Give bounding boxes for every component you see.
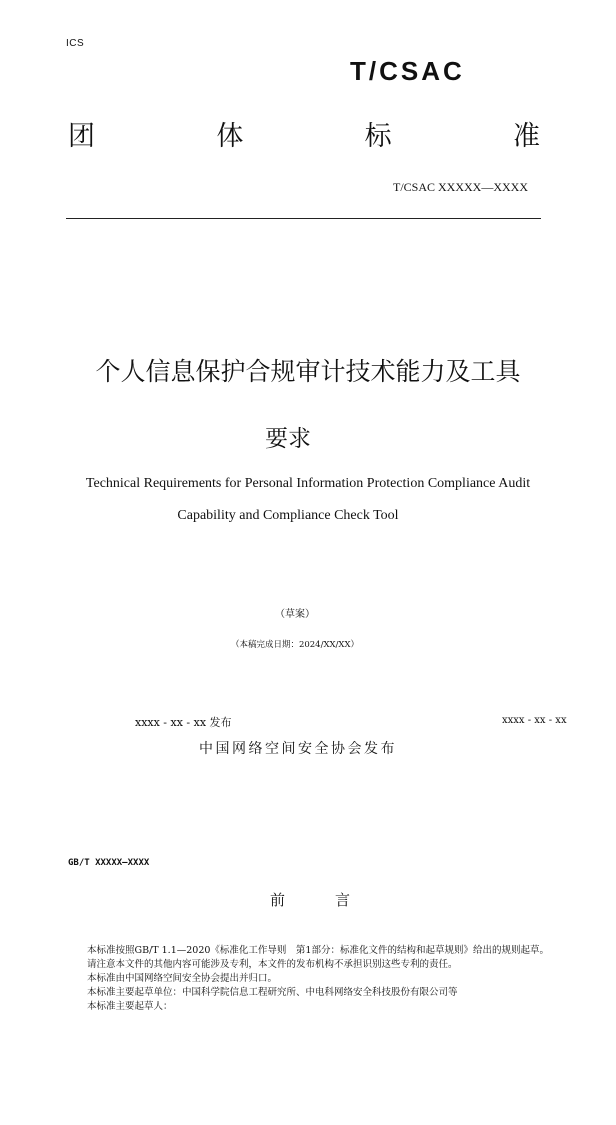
publish-date: xxxx - xx - xx 发布	[135, 716, 232, 729]
standard-type-char: 标	[364, 121, 392, 152]
preface-paragraph: 本标准由中国网络空间安全协会提出并归口。	[87, 973, 278, 984]
publisher: 中国网络空间安全协会发布	[199, 741, 397, 757]
standard-type-char: 准	[512, 121, 540, 152]
preface-paragraph: 本标准主要起草人：	[87, 1001, 173, 1012]
standard-number: T/CSAC XXXXX—XXXX	[392, 180, 528, 194]
draft-label: （草案）	[275, 609, 315, 620]
preface-paragraph: 本标准按照GB/T 1.1—2020《标准化工作导则 第1部分：标准化文件的结构和起草规则》给出的规则起草。	[87, 945, 549, 956]
preface-title	[270, 889, 350, 910]
page-header-number: GB/T XXXXX—XXXX	[68, 858, 150, 868]
preface-body	[68, 944, 554, 1014]
title-zh-line1: 个人信息保护合规审计技术能力及工具	[95, 357, 521, 386]
standard-type-heading	[68, 120, 540, 154]
preface-paragraph: 请注意本文件的其他内容可能涉及专利，本文件的发布机构不承担识别这些专利的责任。	[87, 959, 458, 970]
standard-brand-code: T/CSAC	[350, 56, 465, 86]
standard-type-char: 体	[216, 121, 244, 152]
title-en-line2: Capability and Compliance Check Tool	[177, 508, 399, 523]
preface-paragraph: 本标准主要起草单位：中国科学院信息工程研究所、中电科网络安全科技股份有限公司等	[87, 987, 458, 998]
header-divider	[66, 218, 541, 219]
title-en-line1: Technical Requirements for Personal Information Protection Compliance Audit	[85, 476, 531, 491]
standard-type-char: 团	[68, 121, 95, 152]
title-zh-line2: 要求	[265, 426, 311, 452]
preface-title-char: 言	[334, 891, 350, 909]
ics-label: ICS	[66, 38, 85, 49]
draft-completion-date: （本稿完成日期：2024/XX/XX）	[230, 640, 360, 650]
implement-date: xxxx - xx - xx	[502, 715, 567, 726]
preface-title-char: 前	[270, 891, 286, 909]
